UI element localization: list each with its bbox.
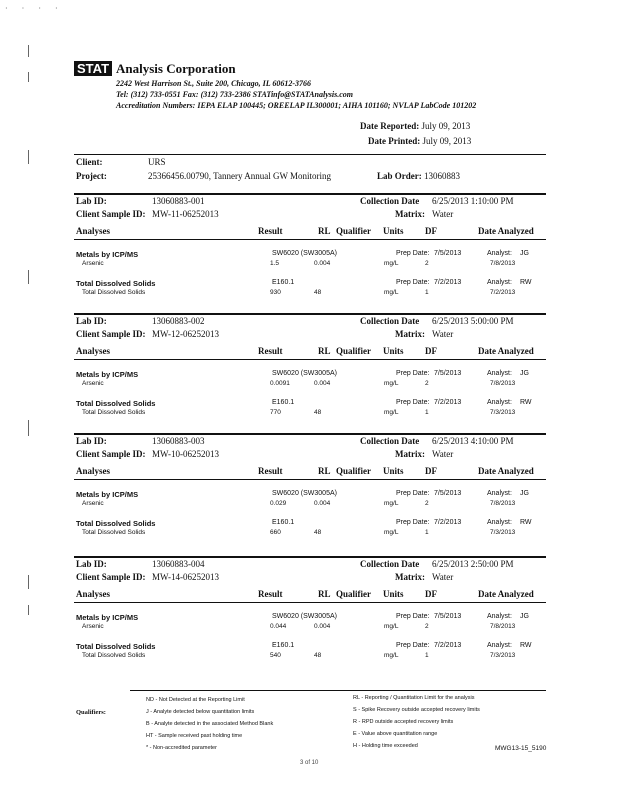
- analyte-result: 1.5: [270, 260, 280, 267]
- analysis-group-name: Total Dissolved Solids: [76, 399, 156, 408]
- prep-date-value: 7/5/2013: [434, 490, 462, 497]
- company-name: Analysis Corporation: [116, 61, 236, 76]
- analyte-result: 540: [270, 652, 281, 659]
- lab-order-label: Lab Order:: [377, 171, 422, 181]
- analyte-result: 660: [270, 529, 281, 536]
- analyte-units: mg/L: [384, 260, 399, 267]
- date-printed-row: [368, 136, 471, 146]
- col-header-rl: RL: [318, 226, 331, 236]
- date-reported-label: Date Reported:: [360, 121, 420, 131]
- col-header-units: Units: [383, 589, 404, 599]
- sample-divider: [74, 313, 546, 315]
- prep-date-label: Prep Date:: [396, 642, 430, 649]
- analyte-rl: 0.004: [314, 380, 331, 387]
- analysis-group-name: Total Dissolved Solids: [76, 279, 156, 288]
- analysis-group-name: Metals by ICP/MS: [76, 250, 139, 259]
- analyst-label: Analyst:: [487, 642, 512, 649]
- method-code: SW6020 (SW3005A): [272, 370, 337, 377]
- col-header-rl: RL: [318, 466, 331, 476]
- col-header-qualifier: Qualifier: [336, 589, 371, 599]
- matrix-value: Water: [432, 449, 454, 459]
- col-header-df: DF: [425, 226, 437, 236]
- analyte-rl: 0.004: [314, 623, 331, 630]
- analyst-label: Analyst:: [487, 399, 512, 406]
- header-divider: [74, 359, 546, 360]
- method-code: E160.1: [272, 399, 295, 406]
- analyte-units: mg/L: [384, 529, 399, 536]
- margin-mark: [28, 420, 29, 436]
- matrix-label: Matrix:: [395, 209, 425, 219]
- analyte-df: 2: [425, 623, 429, 630]
- analyte-rl: 0.004: [314, 500, 331, 507]
- margin-mark: [28, 72, 29, 82]
- prep-date-value: 7/2/2013: [434, 279, 462, 286]
- analysis-group-name: Total Dissolved Solids: [76, 642, 156, 651]
- col-header-rl: RL: [318, 589, 331, 599]
- client-sample-id-value: MW-12-06252013: [152, 329, 219, 339]
- analyte-rl: 48: [314, 289, 322, 296]
- prep-date-label: Prep Date:: [396, 613, 430, 620]
- analyte-df: 1: [425, 289, 429, 296]
- analyte-name: Arsenic: [82, 623, 104, 630]
- method-code: E160.1: [272, 279, 295, 286]
- qualifier-definition: * - Non-accredited parameter: [146, 745, 217, 751]
- qualifier-definition: S - Spike Recovery outside accepted recovery limits: [353, 707, 480, 713]
- client-sample-id-label: Client Sample ID:: [76, 572, 146, 582]
- method-code: E160.1: [272, 519, 295, 526]
- col-header-date-analyzed: Date Analyzed: [478, 466, 534, 476]
- analyte-date-analyzed: 7/2/2013: [490, 289, 516, 296]
- scan-speckles: · · · ·: [5, 4, 64, 13]
- analyte-result: 930: [270, 289, 281, 296]
- project-label: Project:: [76, 171, 107, 181]
- analyst-value: JG: [520, 613, 529, 620]
- lab-id-label: Lab ID:: [76, 559, 107, 569]
- analyte-rl: 48: [314, 409, 322, 416]
- prep-date-label: Prep Date:: [396, 490, 430, 497]
- method-code: E160.1: [272, 642, 295, 649]
- matrix-label: Matrix:: [395, 449, 425, 459]
- analyte-units: mg/L: [384, 623, 399, 630]
- sample-divider: [74, 193, 546, 195]
- analyte-name: Arsenic: [82, 500, 104, 507]
- client-sample-id-label: Client Sample ID:: [76, 209, 146, 219]
- qualifier-definition: R - RPD outside accepted recovery limits: [353, 719, 454, 725]
- analyte-name: Total Dissolved Solids: [82, 409, 146, 416]
- date-reported-value: July 09, 2013: [421, 121, 471, 131]
- analyst-label: Analyst:: [487, 250, 512, 257]
- analyst-value: JG: [520, 250, 529, 257]
- margin-mark: [28, 270, 29, 284]
- qualifier-definition: E - Value above quantitation range: [353, 731, 438, 737]
- analyst-value: RW: [520, 519, 532, 526]
- analyst-value: RW: [520, 279, 532, 286]
- lab-id-label: Lab ID:: [76, 196, 107, 206]
- divider: [74, 154, 546, 155]
- qualifier-definition: RL - Reporting / Quantitation Limit for the analysis: [353, 695, 475, 701]
- analyte-name: Arsenic: [82, 260, 104, 267]
- col-header-units: Units: [383, 226, 404, 236]
- analyte-date-analyzed: 7/8/2013: [490, 260, 516, 267]
- prep-date-value: 7/5/2013: [434, 613, 462, 620]
- col-header-qualifier: Qualifier: [336, 226, 371, 236]
- col-header-analyses: Analyses: [76, 466, 111, 476]
- collection-date-value: 6/25/2013 5:00:00 PM: [432, 316, 514, 326]
- col-header-df: DF: [425, 589, 437, 599]
- col-header-units: Units: [383, 466, 404, 476]
- date-printed-value: July 09, 2013: [422, 136, 472, 146]
- analyte-result: 0.044: [270, 623, 287, 630]
- client-value: URS: [148, 157, 166, 167]
- prep-date-label: Prep Date:: [396, 519, 430, 526]
- col-header-qualifier: Qualifier: [336, 466, 371, 476]
- prep-date-value: 7/2/2013: [434, 519, 462, 526]
- project-value: 25366456.00790, Tannery Annual GW Monitoring: [148, 171, 332, 181]
- analyte-name: Total Dissolved Solids: [82, 652, 146, 659]
- method-code: SW6020 (SW3005A): [272, 490, 337, 497]
- analyte-units: mg/L: [384, 500, 399, 507]
- qualifiers-label: Qualifiers:: [76, 709, 106, 716]
- client-sample-id-value: MW-11-06252013: [152, 209, 219, 219]
- qualifier-definition: B - Analyte detected in the associated Method Blank: [146, 721, 274, 727]
- company-accreditation: Accreditation Numbers: IEPA ELAP 100445; OREELAP IL300001; AIHA 101160; NVLAP LabCode 101202: [116, 101, 477, 110]
- client-sample-id-value: MW-14-06252013: [152, 572, 219, 582]
- analyte-units: mg/L: [384, 380, 399, 387]
- analyst-value: RW: [520, 399, 532, 406]
- header-divider: [74, 239, 546, 240]
- qualifier-definition: H - Holding time exceeded: [353, 743, 418, 749]
- analyte-result: 0.029: [270, 500, 287, 507]
- collection-date-value: 6/25/2013 2:50:00 PM: [432, 559, 514, 569]
- analyst-label: Analyst:: [487, 490, 512, 497]
- collection-date-label: Collection Date: [360, 316, 420, 326]
- page-number: 3 of 10: [300, 760, 319, 766]
- prep-date-value: 7/5/2013: [434, 250, 462, 257]
- margin-mark: [28, 150, 29, 164]
- col-header-result: Result: [258, 466, 283, 476]
- matrix-value: Water: [432, 329, 454, 339]
- analyte-name: Total Dissolved Solids: [82, 289, 146, 296]
- prep-date-value: 7/2/2013: [434, 399, 462, 406]
- col-header-units: Units: [383, 346, 404, 356]
- analyte-units: mg/L: [384, 652, 399, 659]
- collection-date-value: 6/25/2013 1:10:00 PM: [432, 196, 514, 206]
- col-header-analyses: Analyses: [76, 226, 111, 236]
- lab-id-label: Lab ID:: [76, 316, 107, 326]
- analyte-date-analyzed: 7/8/2013: [490, 500, 516, 507]
- analysis-group-name: Metals by ICP/MS: [76, 490, 139, 499]
- analyte-units: mg/L: [384, 409, 399, 416]
- company-address: 2242 West Harrison St., Suite 200, Chicago, IL 60612-3766: [116, 79, 311, 88]
- col-header-date-analyzed: Date Analyzed: [478, 589, 534, 599]
- company-contact: Tel: (312) 733-0551 Fax: (312) 733-2386 STATinfo@STATAnalysis.com: [116, 90, 353, 99]
- col-header-analyses: Analyses: [76, 589, 111, 599]
- lab-order-value: 13060883: [424, 171, 460, 181]
- col-header-df: DF: [425, 346, 437, 356]
- analyst-label: Analyst:: [487, 279, 512, 286]
- matrix-label: Matrix:: [395, 572, 425, 582]
- analyst-value: JG: [520, 370, 529, 377]
- analyte-df: 1: [425, 529, 429, 536]
- analyst-value: RW: [520, 642, 532, 649]
- col-header-df: DF: [425, 466, 437, 476]
- margin-mark: [28, 605, 29, 615]
- prep-date-label: Prep Date:: [396, 370, 430, 377]
- date-printed-label: Date Printed:: [368, 136, 421, 146]
- col-header-result: Result: [258, 346, 283, 356]
- analyte-result: 770: [270, 409, 281, 416]
- analyte-df: 2: [425, 380, 429, 387]
- method-code: SW6020 (SW3005A): [272, 613, 337, 620]
- qualifier-definition: J - Analyte detected below quantitation limits: [146, 709, 255, 715]
- prep-date-label: Prep Date:: [396, 250, 430, 257]
- collection-date-label: Collection Date: [360, 196, 420, 206]
- collection-date-value: 6/25/2013 4:10:00 PM: [432, 436, 514, 446]
- client-sample-id-label: Client Sample ID:: [76, 329, 146, 339]
- prep-date-value: 7/2/2013: [434, 642, 462, 649]
- sample-divider: [74, 556, 546, 558]
- analyte-rl: 48: [314, 529, 322, 536]
- analyte-date-analyzed: 7/8/2013: [490, 380, 516, 387]
- analyte-date-analyzed: 7/3/2013: [490, 529, 516, 536]
- analyst-label: Analyst:: [487, 519, 512, 526]
- collection-date-label: Collection Date: [360, 436, 420, 446]
- header-divider: [74, 479, 546, 480]
- company-logo: STAT: [74, 61, 112, 76]
- date-reported-row: [360, 121, 470, 131]
- collection-date-label: Collection Date: [360, 559, 420, 569]
- qualifier-definition: ND - Not Detected at the Reporting Limit: [146, 697, 245, 703]
- col-header-result: Result: [258, 226, 283, 236]
- analyte-date-analyzed: 7/3/2013: [490, 652, 516, 659]
- analyst-label: Analyst:: [487, 613, 512, 620]
- method-code: SW6020 (SW3005A): [272, 250, 337, 257]
- analyte-result: 0.0091: [270, 380, 290, 387]
- margin-mark: [28, 45, 29, 57]
- analyst-label: Analyst:: [487, 370, 512, 377]
- matrix-value: Water: [432, 209, 454, 219]
- lab-order: [377, 171, 460, 181]
- analyte-date-analyzed: 7/8/2013: [490, 623, 516, 630]
- col-header-qualifier: Qualifier: [336, 346, 371, 356]
- lab-id-value: 13060883-001: [152, 196, 205, 206]
- analysis-group-name: Metals by ICP/MS: [76, 370, 139, 379]
- col-header-rl: RL: [318, 346, 331, 356]
- analyte-df: 2: [425, 500, 429, 507]
- analyte-rl: 0.004: [314, 260, 331, 267]
- document-id: MWG13-15_5190: [495, 745, 547, 752]
- analyte-name: Total Dissolved Solids: [82, 529, 146, 536]
- analyte-df: 1: [425, 652, 429, 659]
- lab-id-value: 13060883-004: [152, 559, 205, 569]
- margin-mark: [28, 575, 29, 589]
- prep-date-label: Prep Date:: [396, 279, 430, 286]
- header-divider: [74, 602, 546, 603]
- lab-id-value: 13060883-002: [152, 316, 205, 326]
- col-header-result: Result: [258, 589, 283, 599]
- prep-date-value: 7/5/2013: [434, 370, 462, 377]
- lab-id-value: 13060883-003: [152, 436, 205, 446]
- lab-id-label: Lab ID:: [76, 436, 107, 446]
- col-header-date-analyzed: Date Analyzed: [478, 226, 534, 236]
- client-label: Client:: [76, 157, 103, 167]
- col-header-date-analyzed: Date Analyzed: [478, 346, 534, 356]
- qualifier-definition: HT - Sample received past holding time: [146, 733, 243, 739]
- sample-divider: [74, 433, 546, 435]
- analyte-name: Arsenic: [82, 380, 104, 387]
- company-header: [74, 60, 236, 78]
- prep-date-label: Prep Date:: [396, 399, 430, 406]
- client-sample-id-value: MW-10-06252013: [152, 449, 219, 459]
- analyte-date-analyzed: 7/3/2013: [490, 409, 516, 416]
- matrix-value: Water: [432, 572, 454, 582]
- analyte-rl: 48: [314, 652, 322, 659]
- client-sample-id-label: Client Sample ID:: [76, 449, 146, 459]
- analyte-df: 2: [425, 260, 429, 267]
- analyte-units: mg/L: [384, 289, 399, 296]
- analyte-df: 1: [425, 409, 429, 416]
- analyst-value: JG: [520, 490, 529, 497]
- col-header-analyses: Analyses: [76, 346, 111, 356]
- analysis-group-name: Metals by ICP/MS: [76, 613, 139, 622]
- footer-divider: [130, 690, 546, 691]
- matrix-label: Matrix:: [395, 329, 425, 339]
- analysis-group-name: Total Dissolved Solids: [76, 519, 156, 528]
